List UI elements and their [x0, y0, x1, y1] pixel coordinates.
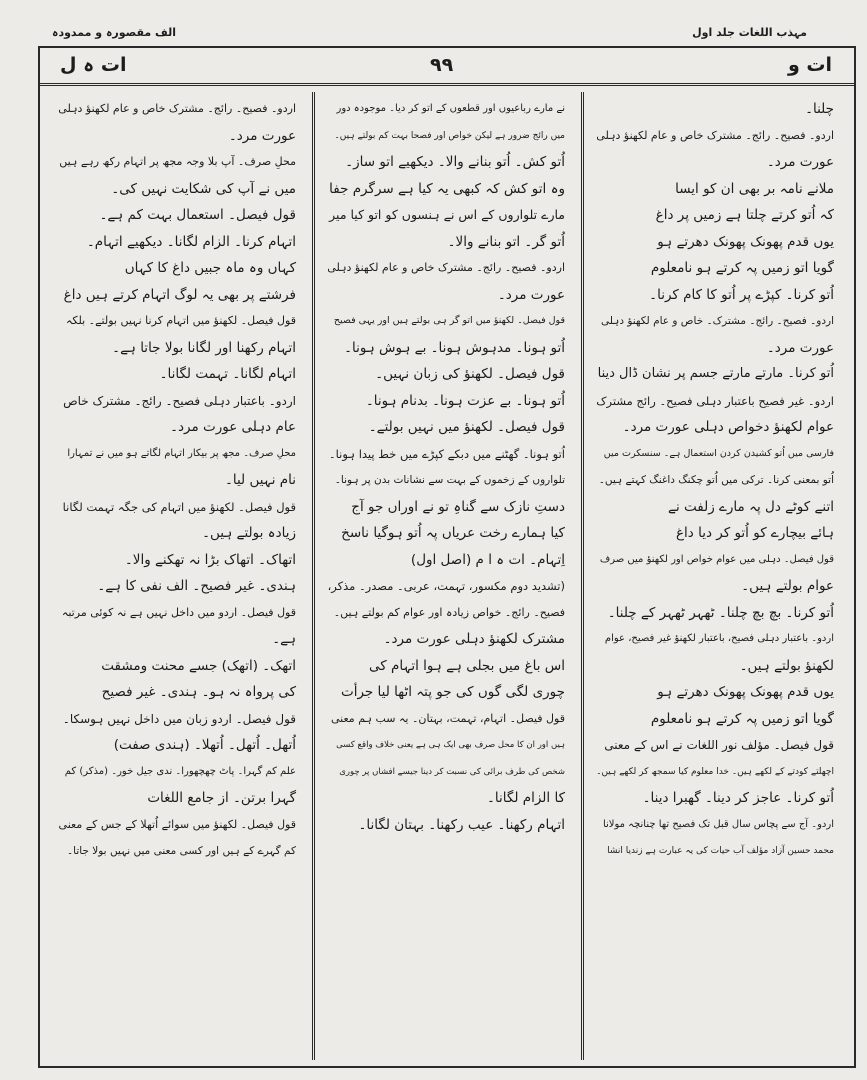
header-right-entry-range: ات و — [787, 54, 832, 76]
text-line: ہندی۔ غیر فصیح۔ الف نفی کا ہے۔ — [97, 578, 296, 594]
text-line: اُتو ہونا۔ گھٹنے میں دبکے کپڑے میں خط پیدا ہونا۔ — [328, 446, 565, 461]
text-line: اردو۔ فصیح۔ رائج۔ مشترک خاص و عام لکھنؤ دہلی — [327, 261, 565, 274]
text-line: اردو۔ آج سے پچاس سال قبل تک فصیح تھا چنانچہ مولانا — [602, 818, 834, 830]
column-left — [50, 92, 304, 1062]
text-line: عورت مرد۔ — [228, 127, 296, 144]
text-line: عوام لکھنؤ دخواص دہلی عورت مرد۔ — [622, 419, 834, 435]
column-divider — [581, 92, 584, 1060]
text-line: کی پرواہ نہ ہو۔ ہندی۔ غیر فصیح — [101, 684, 296, 700]
text-line: اُتو بمعنی کرنا۔ ترکی میں اُتو چکنگ داغنگ کہتے ہیں۔ — [598, 474, 834, 486]
text-line: عوام بولتے ہیں۔ — [741, 578, 834, 594]
text-line: اردو۔ فصیح۔ رائج۔ مشترک خاص و عام لکھنؤ دہلی — [58, 102, 296, 115]
text-line: عورت مرد۔ — [766, 154, 834, 170]
text-line: وہ اتو کش کہ کبھی یہ کیا ہے سرگرم جفا — [329, 180, 565, 197]
text-line: اُتو کش۔ اُتو بنانے والا۔ دیکھیے اتو ساز۔ — [345, 154, 565, 170]
text-line: گویا اتو زمیں پہ کرتے ہو نامعلوم — [650, 260, 834, 276]
text-line: اُتو کرنا۔ بچ بچ چلنا۔ ٹھہر ٹھہر کے چلنا۔ — [607, 604, 834, 621]
text-line: اتہام کرنا۔ الزام لگانا۔ دیکھیے اتہام۔ — [86, 233, 296, 250]
text-line: قول فیصل۔ لکھنؤ کی زبان نہیں۔ — [375, 366, 565, 382]
text-line: قول فیصل۔ اردو زبان میں داخل نہیں ہوسکا۔ — [62, 711, 296, 726]
text-line: محمد حسین آزاد مؤلف آب حیات کی یہ عبارت ہے زندیا انشا — [607, 846, 834, 856]
column-divider — [312, 92, 315, 1060]
text-line: کا الزام لگانا۔ — [486, 790, 565, 806]
text-line: محلِ صرف۔ مجھ پر بیکار اتہام لگاتے ہو میں نے تمہارا — [67, 447, 296, 459]
running-head-left: الف مقصورہ و ممدودہ — [52, 26, 177, 39]
text-line: چوری لگی گوں کی جو پتہ اٹھا لیا جرأت — [340, 684, 565, 700]
text-line: اتہام لگانا۔ تہمت لگانا۔ — [159, 366, 296, 382]
text-line: یوں قدم پھونک پھونک دھرتے ہو — [657, 233, 834, 250]
text-line: عام دہلی عورت مرد۔ — [170, 419, 296, 435]
text-line: فارسی میں اُتو کشیدن کردن استعمال ہے۔ سنسکرت میں — [603, 447, 834, 459]
text-line: نام نہیں لیا۔ — [224, 472, 296, 488]
text-line: میں رائج ضرور ہے لیکن خواص اور فصحا بہت کم بولتے ہیں۔ — [334, 130, 565, 141]
text-line: میں نے آپ کی شکایت نہیں کی۔ — [111, 180, 296, 197]
text-line: گہرا برتن۔ از جامع اللغات — [147, 790, 296, 806]
text-line: قول فیصل۔ لکھنؤ میں اتہام کرنا نہیں بولتے۔ بلکہ — [65, 314, 296, 327]
text-line: اردو۔ باعتبار دہلی فصیح۔ رائج۔ مشترک خاص — [63, 393, 296, 408]
text-line: اتھاک۔ اتھاک بڑا نہ تھکنے والا۔ — [124, 551, 296, 568]
page-frame — [38, 46, 856, 1068]
text-line: اُتو ہونا۔ مدہوش ہونا۔ بے ہوش ہونا۔ — [344, 339, 565, 356]
text-line: (تشدید دوم مکسور، تہمت، عربی۔ مصدر۔ مذکر، — [327, 579, 565, 593]
text-line: اُتو کرنا۔ مارتے مارتے جسم پر نشان ڈال دینا — [597, 366, 834, 381]
text-line: اتہام رکھنا اور لگانا بولا جاتا ہے۔ — [112, 339, 296, 356]
text-line: قول فیصل۔ اردو میں داخل نہیں ہے نہ کوئی مرتبہ — [61, 605, 296, 619]
text-line: کہ اُتو کرتے چلتا ہے زمیں پر داغ — [655, 207, 834, 223]
text-line: شخص کی طرف برائی کی نسبت کر دینا جیسے افشاں پر چوری — [339, 766, 565, 777]
text-line: قول فیصل۔ لکھنؤ میں سوائے اُتھلا کے جس کے معنی — [58, 817, 296, 831]
text-line: فرشتے پر بھی یہ لوگ اتہام کرتے ہیں داغ — [63, 286, 296, 303]
text-line: گویا اتو زمیں پہ کرتے ہو نامعلوم — [650, 710, 834, 727]
text-line: دستِ نازک سے گناہِ تو نے اوراں جو آج — [351, 498, 565, 515]
text-line: ہے۔ — [272, 631, 296, 647]
text-line: اردو۔ فصیح۔ رائج۔ مشترک خاص و عام لکھنؤ دہلی — [596, 128, 834, 142]
text-line: قول فیصل۔ لکھنؤ میں اتہام کی جگہ تہمت لگانا — [62, 499, 296, 514]
text-line: اُتو ہونا۔ بے عزت ہونا۔ بدنام ہونا۔ — [365, 392, 565, 409]
text-line: اُتو کرنا۔ کپڑے پر اُتو کا کام کرنا۔ — [649, 286, 834, 303]
text-line: اس باغ میں بجلی ہے ہوا اتہام کی — [369, 657, 565, 674]
text-line: اردو۔ فصیح۔ رائج۔ مشترک۔ خاص و عام لکھنؤ دہلی — [600, 315, 834, 327]
text-line: کیا ہمارے رخت عریاں پہ اُتو ہوگیا ناسخ — [341, 525, 565, 541]
text-line: ملانے نامہ بر بھی ان کو ایسا — [675, 180, 834, 197]
text-line: اِتہام۔ ات ہ ا م (اصل اول) — [410, 551, 565, 568]
text-line: قول فیصل۔ دہلی میں عوام خواص اور لکھنؤ میں صرف — [599, 553, 834, 565]
text-line: اتہام رکھنا۔ عیب رکھنا۔ بہتان لگانا۔ — [358, 816, 565, 833]
text-line: اچھلتے کودتے کے لکھے ہیں۔ خدا معلوم کیا سمجھ کر لکھے ہیں۔ — [596, 766, 834, 777]
text-line: مشترک لکھنؤ دہلی عورت مرد۔ — [383, 631, 565, 647]
text-line: کہاں وہ ماہ جبیں داغ کا کہاں — [124, 260, 296, 276]
running-head-right: مہذب اللغات جلد اول — [692, 26, 807, 39]
text-line: قول فیصل۔ لکھنؤ میں اتو گر ہی بولتے ہیں اور یہی فصیح — [333, 315, 565, 326]
text-line: اتنے کوٹے دل پہ مارے زلفت نے — [668, 498, 834, 515]
text-line: قول فیصل۔ لکھنؤ میں نہیں بولتے۔ — [368, 419, 565, 435]
text-line: اردو۔ باعتبار دہلی فصیح، باعتبار لکھنؤ غیر فصیح، عوام — [604, 633, 834, 644]
text-line: چلنا۔ — [805, 101, 834, 117]
text-line: کم گہرے کے ہیں اور کسی معنی میں نہیں بولا جاتا۔ — [66, 845, 296, 857]
text-line: اردو۔ غیر فصیح باعتبار دہلی فصیح۔ رائج مشترک — [596, 393, 834, 408]
column-middle — [319, 92, 573, 1062]
text-line: قول فیصل۔ مؤلف نور اللغات نے اس کے معنی — [604, 738, 834, 752]
text-line: مارے تلواروں کے اس نے ہنسوں کو اتو کیا میر — [329, 207, 565, 222]
text-line: اُتو گر۔ اتو بنانے والا۔ — [447, 233, 565, 250]
text-line: محلِ صرف۔ آپ بلا وجہ مجھ پر اتہام رکھ رہے ہیں — [59, 155, 296, 168]
page-number: ۹۹ — [430, 54, 454, 76]
text-line: ہیں اور ان کا محل صرف بھی ایک ہی ہے یعنی خلاف واقع کسی — [336, 740, 565, 750]
text-line: فصیح۔ رائج۔ خواص زیادہ اور عوام کم بولتے ہیں۔ — [333, 605, 565, 619]
text-line: اُتھل۔ اُتھل۔ اُتھلا۔ (ہندی صفت) — [113, 737, 296, 753]
text-line: تلواروں کے زخموں کے بہت سے نشانات بدن پر ہونا۔ — [334, 474, 565, 486]
text-line: عورت مرد۔ — [497, 286, 565, 303]
column-right — [588, 92, 842, 1062]
text-line: علم کم گہرا۔ پاٹ چھچھورا۔ ندی جیل خور۔ (مذکر) کم — [64, 765, 296, 777]
text-line: عورت مرد۔ — [766, 339, 834, 356]
text-line: لکھنؤ بولتے ہیں۔ — [739, 657, 834, 674]
text-line: اُتو کرنا۔ عاجز کر دینا۔ گھبرا دینا۔ — [642, 790, 834, 806]
header-bar — [40, 48, 854, 86]
text-line: ہائے بیچارے کو اُتو کر دیا داغ — [676, 525, 834, 541]
text-line: اتھک۔ (اتھک) جسے محنت ومشقت — [101, 657, 296, 674]
header-left-entry-range: ات ہ ل — [60, 54, 127, 76]
text-line: قول فیصل۔ اتہام، تہمت، بہتان۔ یہ سب ہم معنی — [331, 711, 565, 725]
text-line: نے مارے رباعیوں اور قطعوں کے اتو کر دیا۔ موجودہ دور — [336, 103, 565, 114]
text-line: قول فیصل۔ استعمال بہت کم ہے۔ — [99, 207, 296, 223]
text-line: زیادہ بولتے ہیں۔ — [202, 525, 296, 541]
text-line: یوں قدم پھونک پھونک دھرتے ہو — [657, 684, 834, 700]
